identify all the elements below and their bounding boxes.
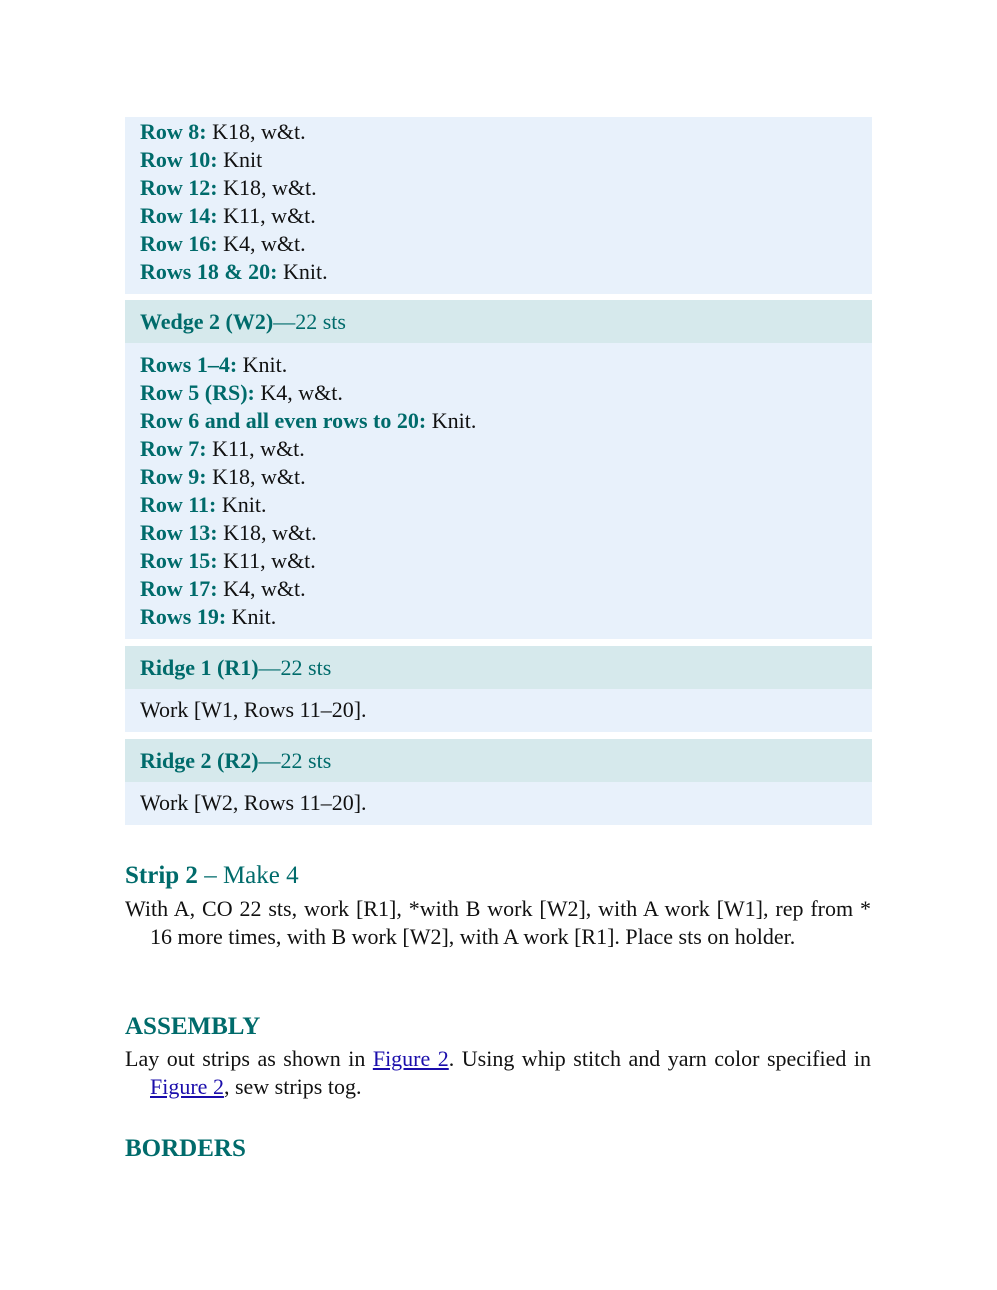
instruction-row: [140, 519, 476, 547]
row-label: Row 9:: [140, 464, 207, 489]
row-label: Row 15:: [140, 548, 218, 573]
ridge2-text: Work [W2, Rows 11–20].: [140, 790, 367, 815]
assembly-text: , sew strips tog.: [223, 1074, 362, 1099]
instruction-row: [140, 379, 476, 407]
instruction-row: [140, 174, 328, 202]
row-text: Knit.: [226, 604, 277, 629]
row-text: K18, w&t.: [206, 464, 306, 489]
wedge1-continuation-panel: [125, 117, 872, 294]
row-text: K18, w&t.: [217, 520, 317, 545]
row-text: Knit.: [237, 352, 288, 377]
instruction-row: [140, 603, 476, 631]
instruction-row: [140, 230, 328, 258]
row-label: Row 5 (RS):: [140, 380, 255, 405]
row-label: Row 13:: [140, 520, 218, 545]
instruction-row: [140, 491, 476, 519]
wedge2-title: Wedge 2 (W2): [140, 309, 274, 334]
ridge1-text: Work [W1, Rows 11–20].: [140, 697, 367, 722]
instruction-row: [140, 351, 476, 379]
strip2-subtitle: – Make 4: [197, 862, 299, 889]
wedge1-rows: [125, 118, 328, 286]
row-text: K4, w&t.: [217, 231, 306, 256]
instruction-row: [140, 463, 476, 491]
ridge2-panel: [125, 782, 872, 825]
wedge2-header: [125, 300, 872, 343]
row-label: Row 14:: [140, 203, 218, 228]
instruction-row: [140, 202, 328, 230]
assembly-heading: ASSEMBLY: [125, 1013, 261, 1040]
ridge2-subtitle: —22 sts: [258, 748, 332, 773]
row-label: Row 17:: [140, 576, 218, 601]
row-text: Knit: [217, 147, 263, 172]
row-text: K18, w&t.: [206, 119, 306, 144]
ridge2-header: [125, 739, 872, 782]
instruction-row: [140, 118, 328, 146]
wedge2-rows: [125, 351, 476, 631]
figure-2-link[interactable]: Figure 2: [372, 1046, 449, 1071]
row-text: K11, w&t.: [206, 436, 305, 461]
instruction-row: [140, 146, 328, 174]
figure-2-link[interactable]: Figure 2: [150, 1074, 224, 1099]
row-label: Row 7:: [140, 436, 207, 461]
row-text: Knit.: [426, 408, 477, 433]
borders-heading: BORDERS: [125, 1135, 246, 1162]
row-text: K4, w&t.: [254, 380, 343, 405]
ridge2-title: Ridge 2 (R2): [140, 748, 259, 773]
instruction-row: [140, 258, 328, 286]
row-text: K18, w&t.: [217, 175, 317, 200]
assembly-paragraph: [125, 1045, 871, 1101]
wedge2-panel: [125, 343, 872, 639]
instruction-row: [140, 407, 476, 435]
row-label: Rows 1–4:: [140, 352, 238, 377]
row-text: K11, w&t.: [217, 203, 316, 228]
row-text: K11, w&t.: [217, 548, 316, 573]
ridge2-body: [125, 789, 367, 817]
row-label: Rows 19:: [140, 604, 227, 629]
instruction-row: [140, 575, 476, 603]
strip2-title: Strip 2: [125, 862, 198, 889]
row-text: Knit.: [216, 492, 267, 517]
row-label: Row 11:: [140, 492, 217, 517]
row-label: Row 10:: [140, 147, 218, 172]
ridge1-panel: [125, 689, 872, 732]
row-label: Row 8:: [140, 119, 207, 144]
ridge1-header: [125, 646, 872, 689]
ridge1-title: Ridge 1 (R1): [140, 655, 259, 680]
row-text: Knit.: [277, 259, 328, 284]
ridge1-body: [125, 696, 367, 724]
strip2-heading: [125, 862, 299, 890]
assembly-text: . Using whip stitch and yarn color specified in: [448, 1046, 871, 1071]
row-label: Rows 18 & 20:: [140, 259, 278, 284]
row-label: Row 12:: [140, 175, 218, 200]
assembly-text: Lay out strips as shown in: [125, 1046, 373, 1071]
row-text: K4, w&t.: [217, 576, 306, 601]
row-label: Row 6 and all even rows to 20:: [140, 408, 427, 433]
wedge2-subtitle: —22 sts: [273, 309, 346, 334]
row-label: Row 16:: [140, 231, 218, 256]
ridge1-subtitle: —22 sts: [258, 655, 332, 680]
instruction-row: [140, 435, 476, 463]
instruction-row: [140, 547, 476, 575]
strip2-paragraph: With A, CO 22 sts, work [R1], *with B work [W2], with A work [W1], rep from * 16 more times, with B work [W2], with A work [R1]. Place sts on holder.: [125, 896, 871, 949]
